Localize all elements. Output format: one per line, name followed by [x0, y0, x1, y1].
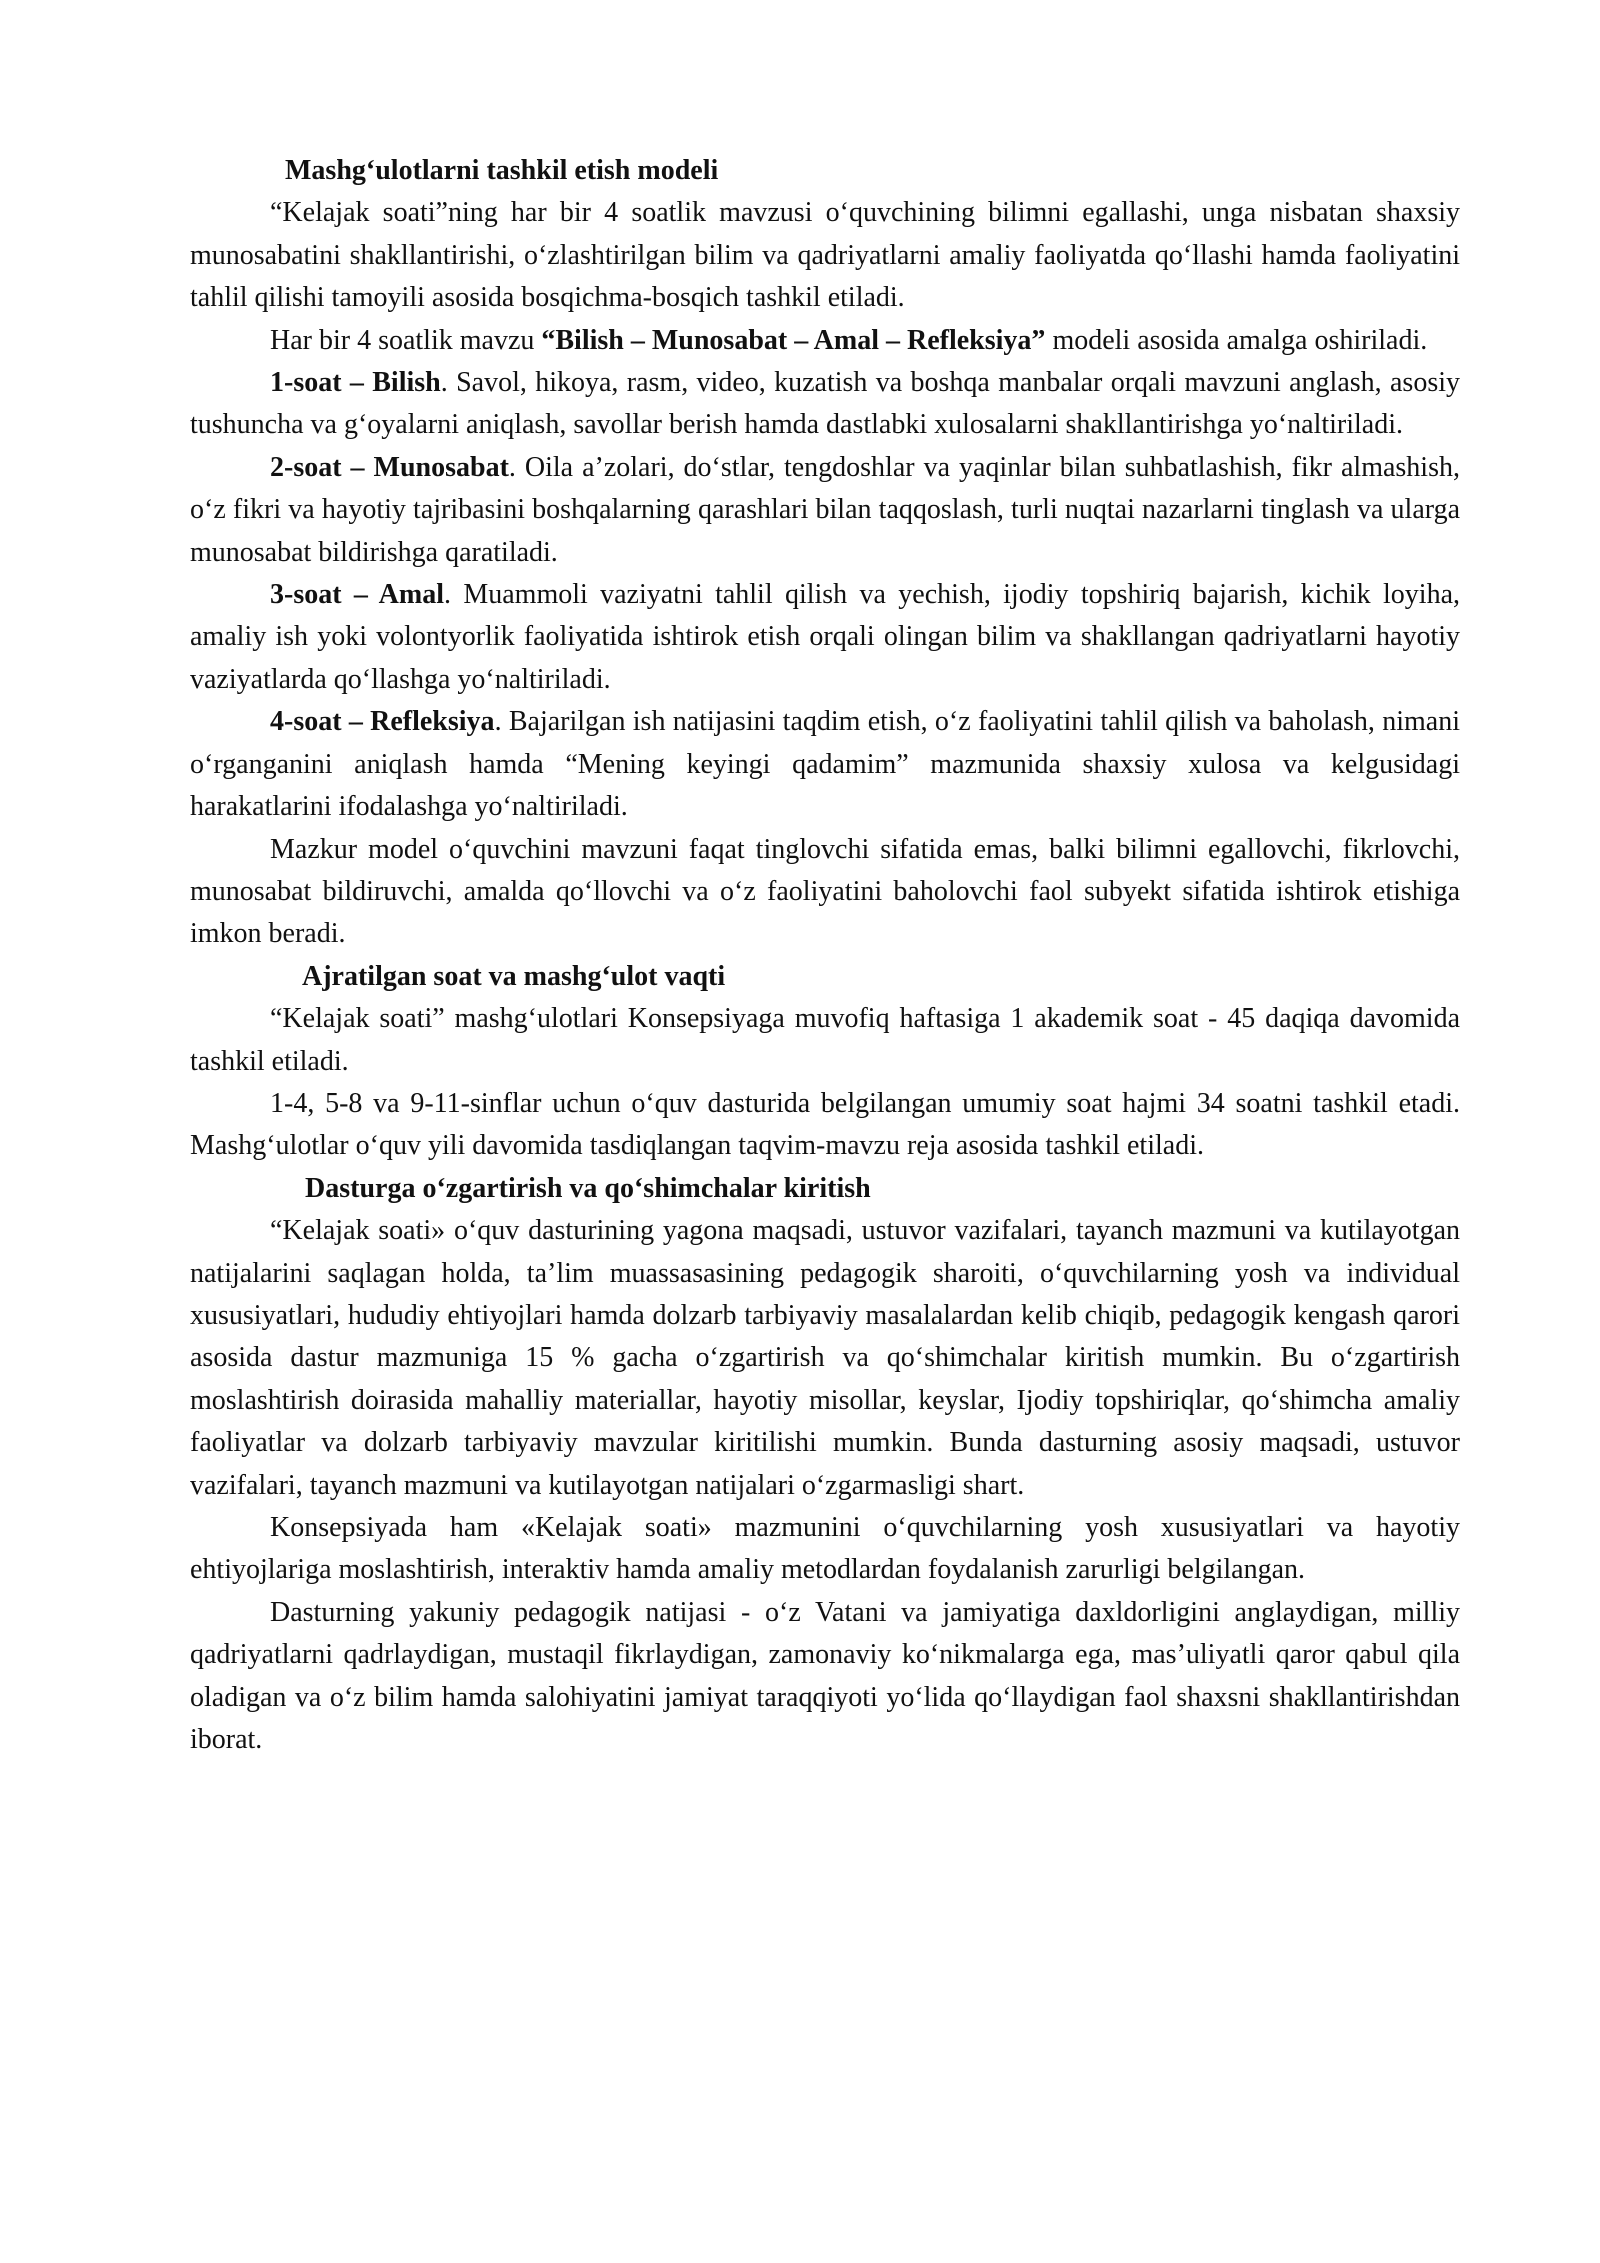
section-heading-model: Mashg‘ulotlarni tashkil etish modeli [285, 155, 719, 186]
paragraph: “Kelajak soati» o‘quv dasturining yagona maqsadi, ustuvor vazifalari, tayanch mazmuni va kutilayotgan natijalarini saqlagan holda, ta’lim muassasasining pedagogik sharoiti, o‘quvchilarning yosh va individual xususiyatlari, hududiy ehtiyojlari hamda dolzarb tarbiyaviy masalalardan kelib chiqib, pedagogik kengash qarori asosida dastur mazmuniga 15 % gacha o‘zgartirish va qo‘shimchalar kiritish mumkin. Bu o‘zgartirish moslashtirish doirasida mahalliy materiallar, hayotiy misollar, keyslar, Ijodiy topshiriqlar, qo‘shimcha amaliy faoliyatlar va dolzarb tarbiyaviy mavzular kiritilishi mumkin. Bunda dasturning asosiy maqsadi, ustuvor vazifalari, tayanch mazmuni va kutilayotgan natijalari o‘zgarmasligi shart. [190, 1215, 1460, 1501]
paragraph-text: . Bajarilgan ish natijasini taqdim etish, o‘z faoliyatini tahlil qilish va baholash, nimani o‘rganganini aniqlash hamda “Mening keyingi qadamim” mazmunida shaxsiy xulosa va kelgusidagi harakatlarini ifodalashga yo‘naltiriladi. [190, 706, 1460, 823]
paragraph-hour-1 [190, 362, 1460, 447]
paragraph-hour-4 [190, 701, 1460, 828]
hour-1-label: 1-soat – Bilish [270, 367, 441, 399]
paragraph-hour-2 [190, 447, 1460, 574]
paragraph: Konsepsiyada ham «Kelajak soati» mazmunini o‘quvchilarning yosh xususiyatlari va hayotiy ehtiyojlariga moslashtirish, interaktiv hamda amaliy metodlardan foydalanish zarurligi belgilangan. [190, 1512, 1460, 1586]
paragraph: 1-4, 5-8 va 9-11-sinflar uchun o‘quv dasturida belgilangan umumiy soat hajmi 34 soatni tashkil etadi. Mashg‘ulotlar o‘quv yili davomida tasdiqlangan taqvim-mavzu reja asosida tashkil etiladi. [190, 1087, 1460, 1162]
hour-3-label: 3-soat – Amal [270, 579, 444, 611]
paragraph-text: modeli asosida amalga oshiriladi. [1045, 324, 1428, 356]
hour-4-label: 4-soat – Refleksiya [270, 706, 495, 738]
paragraph-text: . Oila a’zolari, do‘stlar, tengdoshlar va yaqinlar bilan suhbatlashish, fikr almashish, o‘z fikri va hayotiy tajribasini boshqalarning qarashlari bilan taqqoslash, turli nuqtai nazarlarni tinglash va ularga munosabat bildirishga qaratiladi. [190, 451, 1460, 568]
section-heading-changes: Dasturga o‘zgartirish va qo‘shimchalar kiritish [305, 1172, 871, 1204]
paragraph [190, 320, 1460, 362]
hour-2-label: 2-soat – Munosabat [270, 451, 509, 483]
paragraph-text: . Savol, hikoya, rasm, video, kuzatish va boshqa manbalar orqali mavzuni anglash, asosiy tushuncha va g‘oyalarni aniqlash, savollar berish hamda dastlabki xulosalarni shakllantirishga yo‘naltiriladi. [190, 367, 1461, 441]
section-heading-hours: Ajratilgan soat va mashg‘ulot vaqti [302, 960, 726, 992]
paragraph: Dasturning yakuniy pedagogik natijasi - o‘z Vatani va jamiyatiga daxldorligini anglaydigan, milliy qadriyatlarni qadrlaydigan, mustaqil fikrlaydigan, zamonaviy ko‘nikmalarga ega, mas’uliyatli qaror qabul qila oladigan va o‘z bilim hamda salohiyatini jamiyat taraqqiyoti yo‘lida qo‘llaydigan faol shaxsni shakllantirishdan iborat. [190, 1596, 1460, 1756]
paragraph: Mazkur model o‘quvchini mavzuni faqat tinglovchi sifatida emas, balki bilimni egallovchi, fikrlovchi, munosabat bildiruvchi, amalda qo‘llovchi va o‘z faoliyatini baholovchi faol subyekt sifatida ishtirok etishiga imkon beradi. [190, 833, 1460, 950]
paragraph-text: Har bir 4 soatlik mavzu [270, 324, 542, 356]
document-page [190, 150, 1460, 1761]
paragraph-hour-3 [190, 574, 1460, 701]
paragraph: “Kelajak soati” mashg‘ulotlari Konsepsiyaga muvofiq haftasiga 1 akademik soat - 45 daqiqa davomida tashkil etiladi. [190, 1003, 1460, 1077]
model-name-bold: “Bilish – Munosabat – Amal – Refleksiya” [541, 324, 1046, 356]
paragraph-text: . Muammoli vaziyatni tahlil qilish va yechish, ijodiy topshiriq bajarish, kichik loyiha, amaliy ish yoki volontyorlik faoliyatida ishtirok etish orqali olingan bilim va shakllangan qadriyatlarni hayotiy vaziyatlarda qo‘llashga yo‘naltiriladi. [190, 579, 1460, 695]
paragraph: “Kelajak soati”ning har bir 4 soatlik mavzusi o‘quvchining bilimni egallashi, unga nisbatan shaxsiy munosabatini shakllantirishi, o‘zlashtirilgan bilim va qadriyatlarni amaliy faoliyatda qo‘llashi hamda faoliyatini tahlil qilishi tamoyili asosida bosqichma-bosqich tashkil etiladi. [190, 197, 1460, 314]
